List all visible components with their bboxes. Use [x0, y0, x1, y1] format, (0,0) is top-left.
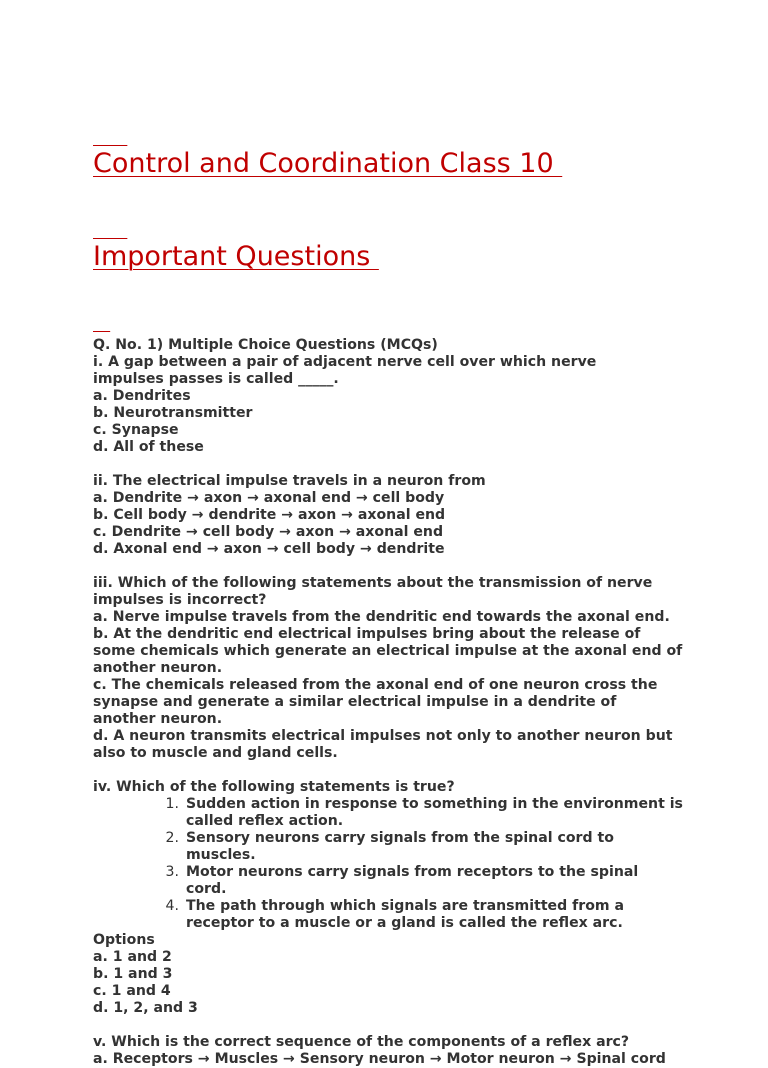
list-number: 4. — [165, 898, 179, 914]
question-option: d. Axonal end → axon → cell body → dendrite — [93, 541, 445, 557]
list-item — [93, 830, 683, 864]
question-1 — [93, 354, 683, 456]
document-page — [93, 86, 688, 1068]
list-item — [93, 898, 683, 932]
spacer — [93, 558, 683, 575]
options-label: Options — [93, 932, 155, 948]
question-2 — [93, 473, 683, 558]
question-option: b. Cell body → dendrite → axon → axonal end — [93, 507, 446, 523]
question-stem: iv. Which of the following statements is true? — [93, 779, 455, 795]
question-3 — [93, 575, 688, 762]
list-number: 3. — [165, 864, 179, 880]
question-option: a. Dendrite → axon → axonal end → cell body — [93, 490, 445, 506]
list-item — [93, 796, 683, 830]
question-4 — [93, 779, 683, 1017]
question-option: b. At the dendritic end electrical impulses bring about the release of some chemicals which generate an electrical impulse at the axonal end of another neuron. — [93, 626, 688, 676]
question-stem: ii. The electrical impulse travels in a neuron from — [93, 473, 486, 489]
statement-list — [93, 796, 683, 932]
question-option: d. 1, 2, and 3 — [93, 1000, 198, 1016]
list-text: Sudden action in response to something in the environment is called reflex action. — [186, 796, 683, 829]
question-5 — [93, 1034, 683, 1068]
question-option: a. 1 and 2 — [93, 949, 172, 965]
question-option: b. Neurotransmitter — [93, 405, 253, 421]
question-option: b. 1 and 3 — [93, 966, 173, 982]
list-number: 1. — [165, 796, 179, 812]
question-option: c. Dendrite → cell body → axon → axonal end — [93, 524, 444, 540]
question-stem: v. Which is the correct sequence of the components of a reflex arc? — [93, 1034, 630, 1050]
question-option: c. The chemicals released from the axonal end of one neuron cross the synapse and generate a similar electrical impulse in a dendrite of another neuron. — [93, 677, 663, 727]
list-text: The path through which signals are transmitted from a receptor to a muscle or a gland is called the reflex arc. — [186, 898, 624, 931]
question-stem: i. A gap between a pair of adjacent nerve cell over which nerve impulses passes is called _____. — [93, 354, 597, 387]
spacer — [93, 1017, 683, 1034]
section-heading: Q. No. 1) Multiple Choice Questions (MCQs) — [93, 337, 438, 353]
spacer — [93, 762, 683, 779]
spacer — [93, 456, 683, 473]
question-option: a. Receptors → Muscles → Sensory neuron → Motor neuron → Spinal cord — [93, 1051, 666, 1067]
page-title-line-2: Important Questions — [93, 241, 379, 272]
question-option: d. All of these — [93, 439, 204, 455]
list-text: Sensory neurons carry signals from the spinal cord to muscles. — [186, 830, 614, 863]
question-option: a. Nerve impulse travels from the dendritic end towards the axonal end. — [93, 609, 670, 625]
page-title — [93, 86, 683, 334]
page-title-line-1: Control and Coordination Class 10 — [93, 148, 563, 179]
list-text: Motor neurons carry signals from receptors to the spinal cord. — [186, 864, 639, 897]
question-option: d. A neuron transmits electrical impulses not only to another neuron but also to muscle and gland cells. — [93, 728, 678, 761]
question-option: c. 1 and 4 — [93, 983, 171, 999]
question-option: c. Synapse — [93, 422, 179, 438]
question-option: a. Dendrites — [93, 388, 191, 404]
question-stem: iii. Which of the following statements about the transmission of nerve impulses is incorrect? — [93, 575, 658, 608]
list-number: 2. — [165, 830, 179, 846]
list-item — [93, 864, 683, 898]
